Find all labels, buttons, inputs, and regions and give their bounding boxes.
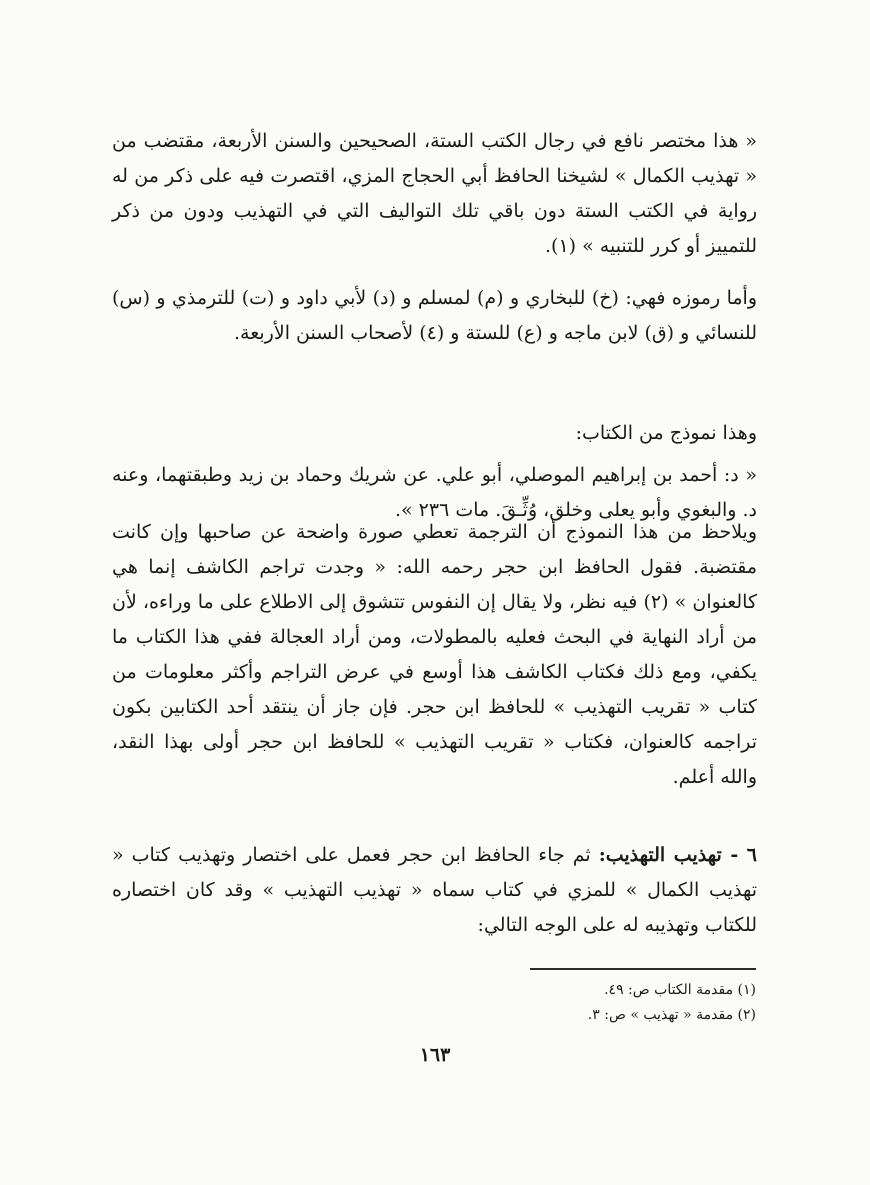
paragraph-text: « هذا مختصر نافع في رجال الكتب الستة، الصحيحين والسنن الأربعة، مقتضب من « تهذيب الكمال » لشيخنا الحافظ أبي الحجاج المزي، اقتصرت فيه على ذكر من له رواية في الكتب الستة دون باقي تلك التواليف التي في التهذيب ودون من ذكر للتمييز أو كرر للتنبيه » (١). [112, 130, 757, 257]
footnote-1: (١) مقدمة الكتاب ص: ٤٩. [604, 982, 756, 998]
paragraph-text: ويلاحظ من هذا النموذج أن الترجمة تعطي صورة واضحة عن صاحبها وإن كانت مقتضبة. فقول الحافظ ابن حجر رحمه الله: « وجدت تراجم الكاشف إنما هي كالعنوان » (٢) فيه نظر، ولا يقال إن النفوس تتشوق إلى الاطلاع على ما وراءه، لأن من أراد النهاية في البحث فعليه بالمطولات، ومن أراد العجالة ففي هذا الكتاب ما يكفي، ومع ذلك فكتاب الكاشف هذا أوسع في عرض التراجم وأكثر معلومات من كتاب « تقريب التهذيب » للحافظ ابن حجر. فإن جاز أن ينتقد أحد الكتابين بكون تراجمه كالعنوان، فكتاب « تقريب التهذيب » للحافظ ابن حجر أولى بهذا النقد، والله أعلم. [112, 521, 758, 788]
paragraph-text: « د: أحمد بن إبراهيم الموصلي، أبو علي. عن شريك وحماد بن زيد وطبقتهما، وعنه د. والبغوي وأبو يعلى وخلق، وُثِّـقَ. مات ٢٣٦ ». [112, 464, 757, 521]
footnote-2: (٢) مقدمة « تهذيب » ص: ٣. [587, 1007, 756, 1023]
sample-intro-paragraph [112, 416, 757, 451]
quote-paragraph [112, 124, 757, 264]
section-body: ثم جاء الحافظ ابن حجر فعمل على اختصار وتهذيب كتاب « تهذيب الكمال » للمزي في كتاب سماه « تهذيب التهذيب » وقد كان اختصاره للكتاب وتهذيبه له على الوجه التالي: [112, 844, 757, 936]
commentary-paragraph [112, 515, 757, 795]
footnotes [400, 978, 756, 1028]
paragraph-text: وهذا نموذج من الكتاب: [575, 422, 757, 444]
paragraph-text [112, 838, 757, 943]
page-number: ١٦٣ [419, 1044, 451, 1066]
section-paragraph [112, 838, 757, 943]
footnote-divider [530, 968, 756, 970]
section-heading: ٦ - تهذيب التهذيب: [598, 844, 758, 866]
paragraph-text: وأما رموزه فهي: (خ) للبخاري و (م) لمسلم و (د) لأبي داود و (ت) للترمذي و (س) للنسائي و (ق) لابن ماجه و (ع) للستة و (٤) لأصحاب السنن الأربعة. [112, 287, 757, 344]
symbols-paragraph [112, 281, 757, 351]
